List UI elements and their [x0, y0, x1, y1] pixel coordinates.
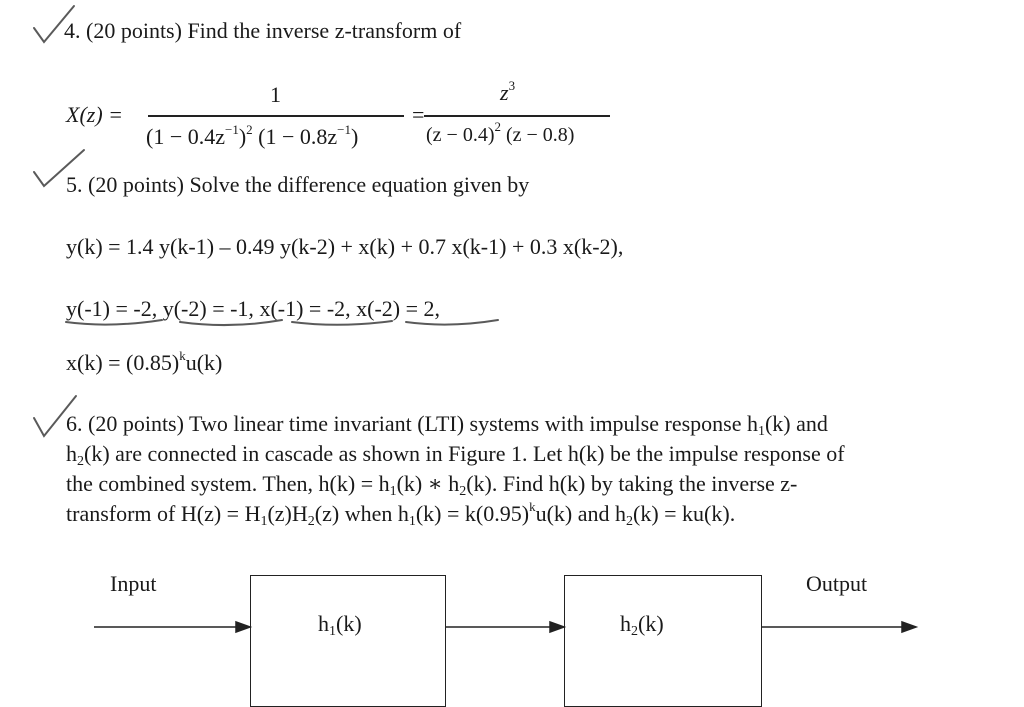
p6-l4-f: (k) = ku(k). [633, 501, 736, 526]
block-h1-label-post: (k) [336, 611, 362, 636]
den1-factor-b: (1 − 0.8z [258, 124, 338, 149]
ic-x-minus-1: x(-1) = -2, [259, 296, 351, 321]
ic-y-minus-1: y(-1) = -2, [66, 296, 158, 321]
p6-l2-b: (k) are connected in cascade as shown in Figure 1. Let h(k) be the impulse response of [84, 441, 845, 466]
den1-factor-a: (1 − 0.4z [146, 124, 225, 149]
p6-l4-b: (z)H [267, 501, 308, 526]
p6-l3-b: (k) ∗ h [396, 471, 460, 496]
num2-base: z [500, 80, 509, 105]
den2-factor-a: (z − 0.4) [426, 124, 495, 146]
p6-l3-sub2: 2 [459, 484, 467, 499]
ic-x-minus-2: x(-2) = 2, [356, 296, 441, 321]
p6-l4-sub3: 1 [408, 514, 416, 529]
p6-l4-a: transform of H(z) = H [66, 501, 261, 526]
num2-exp: 3 [508, 78, 516, 93]
arrow-right-icon [550, 622, 564, 632]
den1-factor-a-pow: 2 [246, 122, 253, 137]
den1-factor-b-exp: −1 [337, 122, 352, 137]
arrow-right-icon [236, 622, 250, 632]
block-h1-label-sub: 1 [329, 624, 336, 639]
p6-l2-sub: 2 [77, 454, 84, 469]
p6-l4-exp: k [529, 499, 536, 514]
p6-l4-sub1: 1 [260, 514, 268, 529]
equals-sign: = [412, 102, 425, 127]
p6-l2-a: h [66, 441, 77, 466]
block-h2-label-pre: h [620, 611, 631, 636]
input-label: Input [110, 571, 157, 596]
block-h2-label-post: (k) [638, 611, 664, 636]
p6-l4-e: u(k) and h [535, 501, 626, 526]
den1-factor-b-close: ) [351, 124, 359, 149]
p6-l3-a: the combined system. Then, h(k) = h [66, 471, 390, 496]
p6-l4-sub4: 2 [626, 514, 633, 529]
ic-y-minus-2: y(-2) = -1, [162, 296, 254, 321]
input-sequence-step: u(k) [185, 350, 223, 375]
p6-l1-b: (k) and [764, 411, 828, 436]
p6-l3-c: (k). Find h(k) by taking the inverse z- [466, 471, 798, 496]
p6-l4-c: (z) when h [314, 501, 409, 526]
input-sequence-exp: k [179, 348, 186, 363]
den1-factor-a-close: ) [238, 124, 247, 149]
p6-l1-sub: 1 [757, 424, 765, 439]
den1-factor-a-exp: −1 [225, 122, 239, 137]
p6-l3-sub1: 1 [389, 484, 397, 499]
p6-l1-a: 6. (20 points) Two linear time invariant (LTI) systems with impulse response h [66, 411, 758, 436]
input-sequence-base: x(k) = (0.85) [66, 350, 180, 375]
fraction1-numerator: 1 [270, 82, 281, 107]
block-h1-label-pre: h [318, 611, 329, 636]
difference-equation: y(k) = 1.4 y(k-1) – 0.49 y(k-2) + x(k) + 0.7 x(k-1) + 0.3 x(k-2), [66, 234, 624, 259]
den2-factor-a-pow: 2 [494, 119, 501, 134]
block-h2-label-sub: 2 [631, 624, 638, 639]
p6-l4-d: (k) = k(0.95) [415, 501, 530, 526]
den2-factor-b: (z − 0.8) [505, 124, 575, 146]
arrow-right-icon [902, 622, 916, 632]
p6-l4-sub2: 2 [307, 514, 315, 529]
problem4-heading: 4. (20 points) Find the inverse z-transform of [64, 18, 462, 43]
problem5-heading: 5. (20 points) Solve the difference equation given by [66, 172, 530, 197]
x-of-z-label: X(z) = [66, 102, 123, 127]
output-label: Output [806, 571, 868, 596]
